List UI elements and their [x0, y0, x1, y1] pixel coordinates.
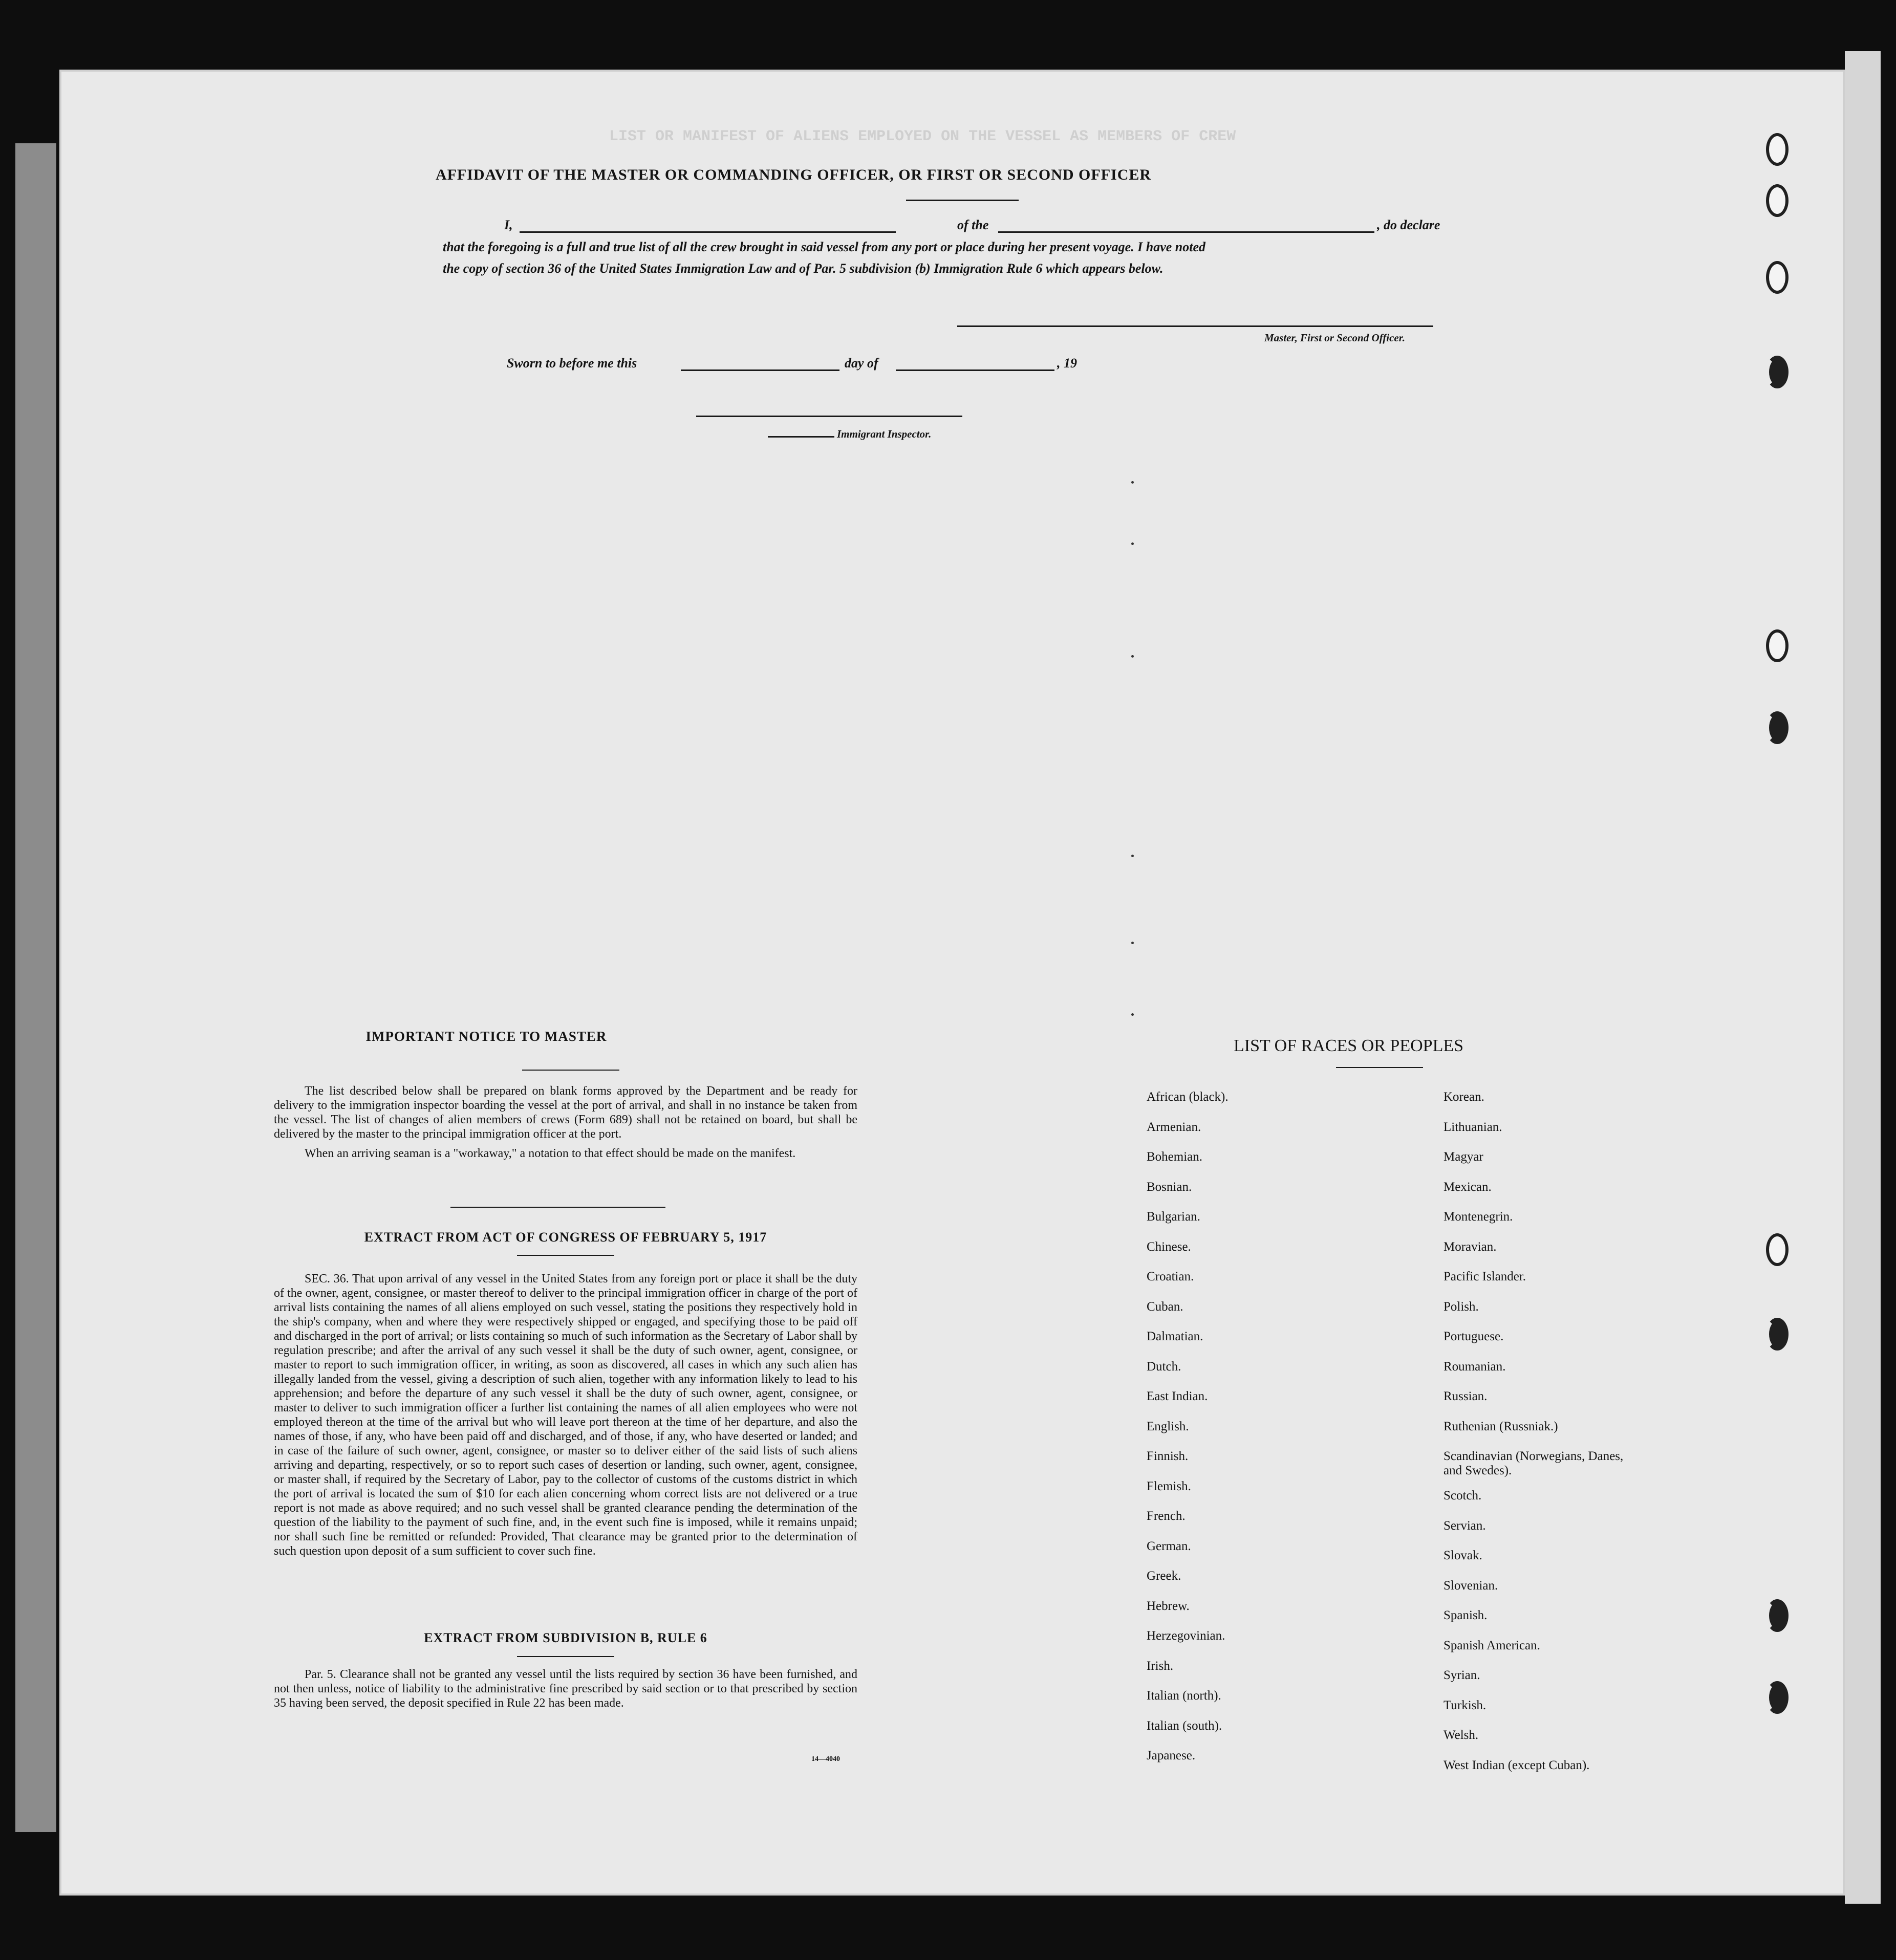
- race-list-item: Pacific Islander.: [1443, 1270, 1526, 1283]
- bleed-through-heading: LIST OR MANIFEST OF ALIENS EMPLOYED ON THE VESSEL AS MEMBERS OF CREW: [609, 128, 1236, 145]
- race-list-item: Bulgarian.: [1147, 1210, 1200, 1224]
- race-list-item: Ruthenian (Russniak.): [1443, 1419, 1558, 1433]
- race-list-item: Magyar: [1443, 1150, 1483, 1164]
- races-divider: [1336, 1067, 1423, 1068]
- race-list-item: Turkish.: [1443, 1698, 1486, 1712]
- race-list-item: Welsh.: [1443, 1728, 1479, 1742]
- inspector-signature-line: [696, 416, 962, 417]
- sworn-start: Sworn to before me this: [507, 356, 637, 371]
- race-list-item: Slovak.: [1443, 1549, 1482, 1562]
- act-extract-divider: [517, 1255, 614, 1256]
- race-list-item: Flemish.: [1147, 1479, 1191, 1493]
- affidavit-line1-start: I,: [504, 217, 513, 232]
- sworn-month-blank: [896, 369, 1054, 371]
- bleed-dot: [1131, 855, 1134, 857]
- name-blank: [520, 231, 896, 233]
- bleed-dot: [1131, 542, 1134, 545]
- race-list-item: Spanish.: [1443, 1608, 1488, 1622]
- race-list-item: English.: [1147, 1419, 1189, 1433]
- binder-hole: [1766, 133, 1789, 166]
- race-list-item: Dalmatian.: [1147, 1330, 1203, 1343]
- race-list-item: Cuban.: [1147, 1299, 1183, 1314]
- affidavit-line2: that the foregoing is a full and true list of all the crew brought in said vessel from any port or place during her present voyage. I have noted: [443, 239, 1206, 254]
- race-list-item: Bohemian.: [1147, 1150, 1203, 1164]
- race-list-item: West Indian (except Cuban).: [1443, 1758, 1590, 1772]
- affidavit-title: AFFIDAVIT OF THE MASTER OR COMMANDING OFFICER, OR FIRST OR SECOND OFFICER: [435, 166, 1152, 183]
- race-list-item: Moravian.: [1443, 1239, 1497, 1254]
- sworn-day: day of: [845, 356, 878, 371]
- race-list-item: Irish.: [1147, 1659, 1174, 1673]
- race-list-item: German.: [1147, 1539, 1191, 1553]
- race-list-item: Mexican.: [1443, 1180, 1492, 1194]
- notice-paragraph-1: The list described below shall be prepared on blank forms approved by the Department and be ready for delivery to the immigration inspector boarding the vessel at the port of arrival, and shall in no instance be taken from the vessel. The list of changes of alien members of crews (Form 689) shall not be retained on board, but shall be delivered by the master to the principal immigration officer at the port.: [274, 1084, 857, 1141]
- binder-hole: [1766, 1681, 1789, 1714]
- bleed-dot: [1131, 655, 1134, 658]
- race-list-item: Croatian.: [1147, 1270, 1194, 1283]
- race-list-item: Hebrew.: [1147, 1599, 1190, 1613]
- form-number: 14—4040: [811, 1755, 840, 1763]
- race-list-item: Lithuanian.: [1443, 1120, 1502, 1134]
- bleed-dot: [1131, 942, 1134, 944]
- vessel-blank: [998, 231, 1374, 233]
- race-list-item: Italian (south).: [1147, 1718, 1222, 1733]
- document-page: [61, 72, 1843, 1893]
- notice-title: IMPORTANT NOTICE TO MASTER: [365, 1029, 607, 1044]
- race-list-item: Montenegrin.: [1443, 1210, 1513, 1224]
- races-title: LIST OF RACES OR PEOPLES: [1234, 1036, 1464, 1055]
- page-edge-left: [15, 143, 56, 1832]
- rule-extract-text: Par. 5. Clearance shall not be granted any vessel until the lists required by section 36 have been furnished, and not then unless, notice of liability to the administrative fine prescribed by said section or to that prescribed by section 35 having been served, the deposit specified in Rule 22 has been made.: [274, 1668, 857, 1710]
- race-list-item: Armenian.: [1147, 1120, 1201, 1134]
- rule-extract-divider: [517, 1656, 614, 1657]
- binder-hole: [1766, 261, 1789, 294]
- race-list-item: Korean.: [1443, 1090, 1484, 1104]
- race-list-item: Bosnian.: [1147, 1180, 1192, 1194]
- race-list-item: French.: [1147, 1509, 1186, 1523]
- affidavit-line3: the copy of section 36 of the United States Immigration Law and of Par. 5 subdivision (b) Immigration Rule 6 which appears below.: [443, 261, 1164, 276]
- binder-hole: [1766, 629, 1789, 662]
- race-list-item: East Indian.: [1147, 1389, 1208, 1403]
- notice-section-divider: [450, 1207, 665, 1208]
- notice-paragraph-2: When an arriving seaman is a "workaway," a notation to that effect should be made on the manifest.: [305, 1147, 796, 1160]
- race-list-item: Slovenian.: [1443, 1578, 1498, 1593]
- signature-label: Master, First or Second Officer.: [1264, 332, 1405, 344]
- race-list-item: Greek.: [1147, 1569, 1181, 1583]
- race-list-item: Finnish.: [1147, 1449, 1189, 1463]
- bleed-dot: [1131, 1013, 1134, 1016]
- race-list-item: Italian (north).: [1147, 1689, 1221, 1703]
- race-list-item: Roumanian.: [1443, 1359, 1506, 1374]
- race-list-item: Polish.: [1443, 1299, 1479, 1314]
- sworn-year: , 19: [1057, 356, 1077, 371]
- act-extract-text: SEC. 36. That upon arrival of any vessel in the United States from any foreign port or place it shall be the duty of the owner, agent, consignee, or master thereof to deliver to the principal immigration officer in charge of the port of arrival lists containing the names of all aliens employed on such vessel, stating the positions they respectively hold in the ship's company, when and where they were respectively shipped or engaged, and specifying those to be paid off and discharged in the port of arrival; or lists containing so much of such information as the Secretary of Labor shall by regulation prescribe; and after the arrival of any such vessel it shall be the duty of such owner, agent, consignee, or master to report to such immigration officer, in writing, as soon as discovered, all cases in which any such alien has illegally landed from the vessel, giving a description of such alien, together with any information likely to lead to his apprehension; and before the departure of any such vessel it shall be the duty of such owner, agent, consignee, or master to deliver to such immigration officer a further list containing the names of all alien employees who were not employed thereon at the time of the arrival but who will leave port thereon at the time of her departure, and also the names of those, if any, who have been paid off and discharged, and of those, if any, who have deserted or landed; and in case of the failure of such owner, agent, consignee, or master so to deliver either of the said lists of such aliens arriving and departing, respectively, or so to report such cases of desertion or landing, such owner, agent, consignee, or master shall, if required by the Secretary of Labor, pay to the collector of customs of the customs district in which the port of arrival is located the sum of $10 for each alien concerning whom correct lists are not delivered or a true report is not made as above required; and no such vessel shall be granted clearance pending the determination of the question of the liability to the payment of such fine, and, in the event such fine is imposed, while it remains unpaid; nor shall such fine be remitted or refunded: Provided, That clearance may be granted prior to the determination of such question upon deposit of a sum sufficient to cover such fine.: [274, 1272, 857, 1558]
- notice-divider: [522, 1070, 619, 1071]
- race-list-item: Spanish American.: [1443, 1638, 1540, 1652]
- race-list-item: Russian.: [1443, 1389, 1488, 1403]
- signature-line: [957, 325, 1433, 327]
- affidavit-line1-mid: of the: [957, 217, 989, 232]
- binder-hole: [1766, 356, 1789, 388]
- inspector-label: Immigrant Inspector.: [837, 428, 932, 440]
- act-extract-body: [274, 1272, 857, 1558]
- notice-body: [274, 1084, 857, 1161]
- act-extract-title: EXTRACT FROM ACT OF CONGRESS OF FEBRUARY 5, 1917: [364, 1230, 767, 1245]
- title-divider: [906, 200, 1019, 201]
- page-edge-right: [1845, 51, 1881, 1904]
- binder-hole: [1766, 1599, 1789, 1632]
- binder-hole: [1766, 711, 1789, 744]
- bleed-dot: [1131, 481, 1134, 484]
- race-list-item: African (black).: [1147, 1090, 1229, 1104]
- binder-hole: [1766, 1233, 1789, 1266]
- race-list-item: Dutch.: [1147, 1359, 1181, 1374]
- rule-extract-title: EXTRACT FROM SUBDIVISION B, RULE 6: [424, 1630, 707, 1645]
- sworn-day-blank: [681, 369, 839, 371]
- rule-extract-body: [274, 1667, 857, 1710]
- binder-hole: [1766, 184, 1789, 217]
- race-list-item: Japanese.: [1147, 1749, 1196, 1762]
- affidavit-line1-end: , do declare: [1377, 217, 1440, 232]
- binder-hole: [1766, 1318, 1789, 1351]
- race-list-item: Chinese.: [1147, 1239, 1191, 1254]
- race-list-item: Portuguese.: [1443, 1330, 1504, 1343]
- inspector-short-line: [768, 436, 834, 438]
- race-list-item: Herzegovinian.: [1147, 1629, 1225, 1643]
- race-list-item: Scandinavian (Norwegians, Danes, and Swedes).: [1443, 1449, 1624, 1477]
- race-list-item: Scotch.: [1443, 1489, 1482, 1502]
- race-list-item: Syrian.: [1443, 1668, 1480, 1682]
- race-list-item: Servian.: [1443, 1518, 1486, 1533]
